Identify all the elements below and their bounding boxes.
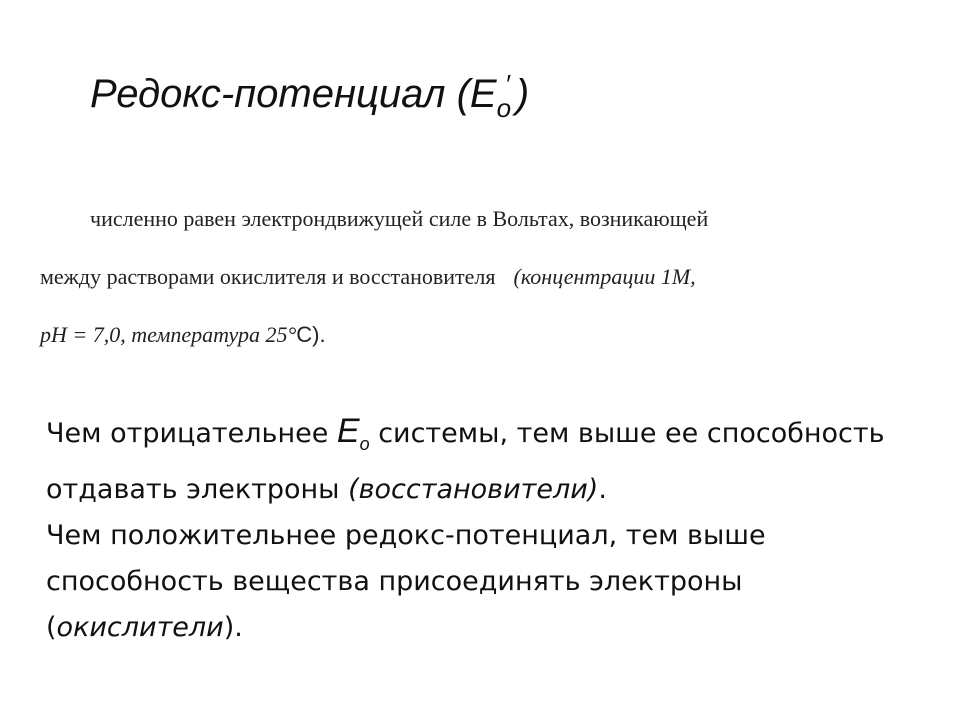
definition-text-2a: между растворами окислителя и восстановителя [40,264,496,289]
p1-text-d: . [598,473,607,505]
definition-line-1 [90,206,708,232]
definition-text-2b: (концентрации 1М, [513,264,696,289]
title-text: Редокс-потенциал (E [90,72,497,116]
explanation-text [46,408,926,651]
slide-title [90,69,530,124]
explanation-paragraph-2 [46,513,926,651]
p2-text-a: Чем положительнее редокс-потенциал, тем выше способность вещества присоединять электроны ( [46,519,766,643]
definition-text-3a: рН = 7,0, температура 25° [40,322,297,347]
explanation-paragraph-1 [46,408,926,513]
definition-text-3b: С [296,322,313,347]
title-close: ) [515,72,530,116]
p1-text-b: системы, тем выше ее способность отдавать электроны [46,418,885,505]
definition-text-1: численно равен электрондвижущей силе в Вольтах, возникающей [90,206,709,231]
eo-symbol [336,412,370,454]
p1-text-c: (восстановители) [348,473,599,505]
definition-text-3c: ). [312,322,326,347]
definition-line-3 [40,322,326,348]
title-prime: ′ [505,69,510,99]
definition-line-2 [40,264,696,290]
p1-text-a: Чем отрицательнее [46,418,337,449]
title-subscript: o [496,93,512,123]
eo-sub: o [359,433,370,454]
eo-main: E [336,412,360,450]
p2-text-c: ). [223,611,243,643]
p2-text-b: окислители [56,611,224,643]
